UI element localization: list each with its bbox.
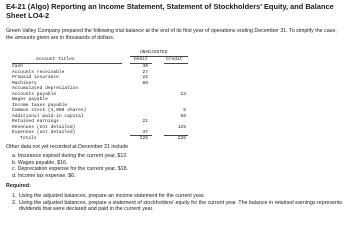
debit-header: Debit <box>134 57 148 62</box>
account-title: Accumulated depreciation <box>12 86 79 91</box>
account-title: Accounts receivable <box>12 69 65 75</box>
required-item <box>12 193 344 200</box>
totals-debit: 226 <box>139 136 148 141</box>
totals-row <box>6 136 286 142</box>
debit-value: 30 <box>142 64 148 69</box>
account-title: Wages payable <box>12 97 48 102</box>
account-title: Accounts payable <box>12 91 57 97</box>
credit-header: Credit <box>166 57 183 62</box>
required-item-number: 1. <box>12 193 17 199</box>
totals-credit: 226 <box>177 136 186 141</box>
account-title: Expenses (not detailed) <box>12 130 76 135</box>
required-heading: Required: <box>6 183 31 189</box>
account-title: Revenues (not detailed) <box>12 124 76 130</box>
debit-value: 27 <box>142 69 148 75</box>
totals-label: Totals <box>20 136 37 141</box>
debit-value: 21 <box>142 119 148 124</box>
account-titles-header: Account Titles <box>36 57 75 62</box>
debit-value: 22 <box>142 75 148 80</box>
other-data-item: b. Wages payable, $16. <box>12 159 68 166</box>
credit-value: 129 <box>177 124 186 130</box>
debit-value: 89 <box>142 80 148 86</box>
account-title: Additional paid-in capital <box>12 113 84 119</box>
account-title: Cash <box>12 64 24 69</box>
other-data-item: d. Income tax expense, $6. <box>12 172 76 179</box>
trial-balance-table <box>6 50 286 141</box>
credit-value: 69 <box>180 113 186 119</box>
credit-value: 5 <box>183 108 186 113</box>
intro-paragraph: Green Valley Company prepared the following trial balance at the end of its first year of operations ending December 31. To simplify the case, the amounts given are in thousands of dollars. <box>6 28 337 41</box>
required-list <box>12 193 344 213</box>
required-item-text: Using the adjusted balances, prepare a statement of stockholders' equity for the current year. The balance in retained earnings represents dividends that were declared and paid in the current year. <box>19 199 343 213</box>
unadjusted-header: UNADJUSTED <box>140 50 168 55</box>
debit-value: 37 <box>142 130 148 135</box>
other-data-item: c. Depreciation expense for the current year, $18. <box>12 166 129 173</box>
credit-value: 23 <box>180 91 186 97</box>
exercise-title: E4-21 (Algo) Reporting an Income Statement, Statement of Stockholders' Equity, and Balance Sheet LO4-2 <box>6 2 334 20</box>
account-title: Machinery <box>12 80 37 86</box>
account-title: Retained earnings <box>12 119 59 124</box>
required-item-number: 2. <box>12 199 17 206</box>
other-data-heading: Other data not yet recorded at December 31 include <box>6 144 129 150</box>
other-data-item: a. Insurance expired during the current year, $13. <box>12 153 128 159</box>
other-data-list <box>12 153 128 179</box>
account-title: Income taxes payable <box>12 102 68 108</box>
required-item-text: Using the adjusted balances, prepare an income statement for the current year. <box>19 193 205 199</box>
account-title: Prepaid insurance <box>12 75 59 80</box>
account-title: Common stock (3,000 shares) <box>12 108 87 113</box>
required-item <box>12 200 344 213</box>
